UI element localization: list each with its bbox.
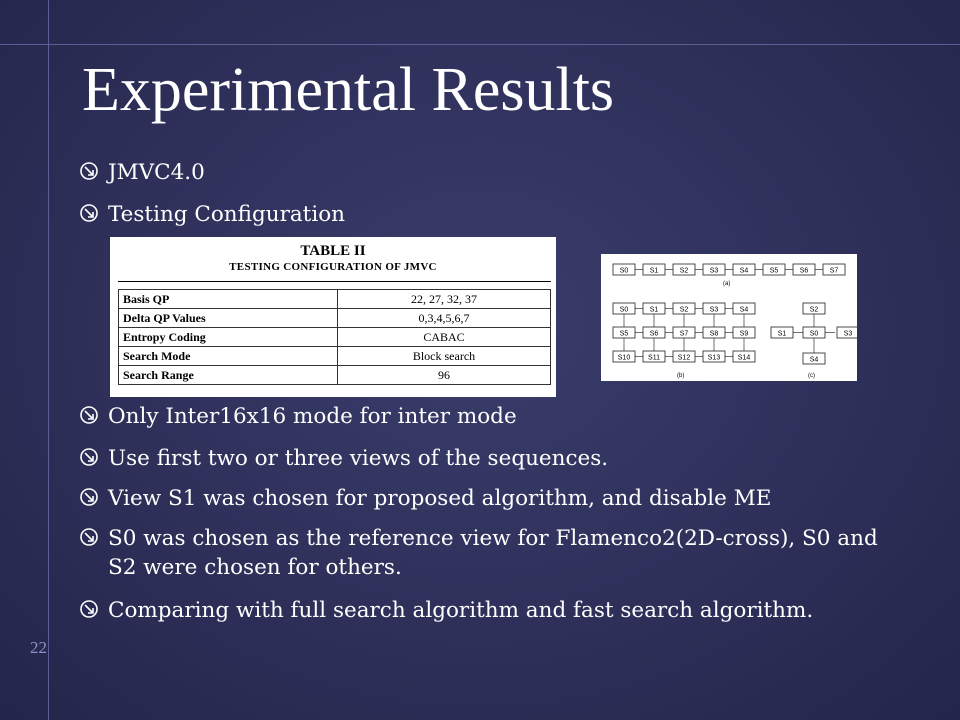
view-node-label: S6 [799, 267, 809, 275]
view-node-label: S3 [709, 267, 719, 275]
view-node [793, 264, 815, 275]
bullet-item [78, 444, 898, 476]
view-node [703, 327, 725, 338]
table-row [119, 366, 551, 385]
frame-line-left [48, 0, 49, 720]
view-node-label: S1 [649, 267, 659, 275]
view-node-label: S0 [619, 306, 629, 314]
view-node-label: S6 [649, 330, 659, 338]
bullet-text: Only Inter16x16 mode for inter mode [108, 404, 517, 429]
view-node-label: S11 [648, 354, 660, 362]
bullet-arrow-icon [78, 486, 108, 516]
table-key: Basis QP [119, 290, 338, 309]
view-node [733, 303, 755, 314]
bullet-item [78, 524, 898, 582]
config-table [118, 289, 551, 385]
bullet-text: View S1 was chosen for proposed algorithm, and disable ME [108, 486, 772, 511]
bullet-arrow-icon [78, 160, 108, 190]
table-row [119, 328, 551, 347]
table-row [119, 290, 551, 309]
view-node-label: S1 [777, 330, 787, 338]
view-node [803, 327, 825, 338]
view-node-label: S5 [619, 330, 629, 338]
view-node [613, 303, 635, 314]
view-node [823, 264, 845, 275]
view-node-label: S10 [617, 354, 631, 362]
bullet-text: Testing Configuration [108, 202, 345, 227]
view-node-label: S3 [843, 330, 853, 338]
view-node [703, 351, 725, 362]
view-node [613, 351, 635, 362]
bullet-item [78, 200, 898, 232]
view-node [643, 351, 665, 362]
bullet-arrow-icon [78, 526, 108, 556]
bullet-arrow-icon [78, 404, 108, 434]
bullet-text: S0 was chosen as the reference view for Flamenco2(2D-cross), S0 and S2 were chosen for others. [108, 526, 878, 580]
view-node [643, 327, 665, 338]
table-value: 96 [338, 366, 551, 385]
table-top-rule [118, 281, 551, 282]
table-value: 22, 27, 32, 37 [338, 290, 551, 309]
view-node-label: S13 [707, 354, 721, 362]
testing-config-table-figure [110, 237, 556, 397]
diagram-svg [601, 254, 857, 381]
bullet-arrow-icon [78, 202, 108, 232]
view-node-label: S2 [679, 267, 689, 275]
bullet-item [78, 402, 898, 434]
view-node [837, 327, 857, 338]
view-node [673, 264, 695, 275]
view-node-label: S0 [809, 330, 819, 338]
view-node [803, 303, 825, 314]
view-node-label: S2 [809, 306, 819, 314]
view-node-label: S7 [679, 330, 689, 338]
view-node [763, 264, 785, 275]
view-node [771, 327, 793, 338]
diagram-sublabel: (a) [723, 281, 731, 287]
view-node-label: S0 [619, 267, 629, 275]
bullet-arrow-icon [78, 446, 108, 476]
view-node [703, 303, 725, 314]
view-node [703, 264, 725, 275]
view-node [643, 264, 665, 275]
table-row [119, 347, 551, 366]
table-key: Search Mode [119, 347, 338, 366]
bullet-arrow-icon [78, 598, 108, 628]
bullet-item [78, 484, 898, 516]
table-key: Entropy Coding [119, 328, 338, 347]
bullet-text: JMVC4.0 [108, 160, 205, 185]
table-key: Search Range [119, 366, 338, 385]
view-node [673, 327, 695, 338]
table-row [119, 309, 551, 328]
view-node [733, 327, 755, 338]
view-node-label: S3 [709, 306, 719, 314]
view-node [673, 351, 695, 362]
slide-title: Experimental Results [82, 56, 615, 124]
table-value: Block search [338, 347, 551, 366]
view-node-label: S8 [709, 330, 719, 338]
page-number: 22 [30, 638, 47, 657]
diagram-sublabel: (b) [677, 373, 685, 379]
view-node-label: S12 [677, 354, 691, 362]
view-node-label: S9 [739, 330, 749, 338]
bullet-text: Comparing with full search algorithm and fast search algorithm. [108, 598, 814, 623]
diagram-sublabel: (c) [808, 373, 815, 379]
view-node-label: S2 [679, 306, 689, 314]
table-value: CABAC [338, 328, 551, 347]
view-node [613, 264, 635, 275]
table-key: Delta QP Values [119, 309, 338, 328]
table-subcaption: TESTING CONFIGURATION OF JMVC [229, 261, 437, 273]
view-node [733, 351, 755, 362]
bullet-item [78, 158, 898, 190]
view-node-label: S1 [649, 306, 659, 314]
view-node-label: S4 [739, 267, 749, 275]
view-node-label: S4 [739, 306, 749, 314]
bullet-item [78, 596, 898, 628]
view-structure-diagram [601, 254, 857, 381]
view-node [613, 327, 635, 338]
table-value: 0,3,4,5,6,7 [338, 309, 551, 328]
view-node-label: S5 [769, 267, 779, 275]
view-node-label: S4 [809, 356, 819, 364]
bullet-text: Use first two or three views of the sequences. [108, 446, 609, 471]
frame-line-top [0, 44, 960, 45]
table-caption: TABLE II [300, 243, 366, 259]
view-node-label: S7 [829, 267, 839, 275]
view-node [733, 264, 755, 275]
view-node [803, 353, 825, 364]
view-node [673, 303, 695, 314]
view-node [643, 303, 665, 314]
view-node-label: S14 [737, 354, 751, 362]
